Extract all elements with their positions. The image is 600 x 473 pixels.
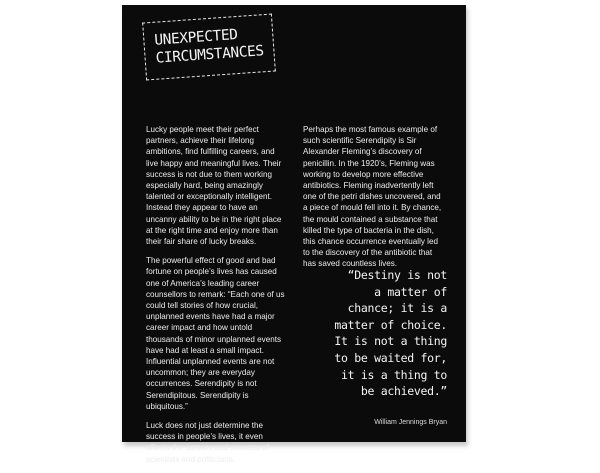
page-title — [154, 22, 296, 68]
title-line-1: UNEXPECTED — [153, 26, 239, 49]
quote-line: “Destiny is not — [347, 268, 447, 282]
quote-line: It is not a thing — [334, 334, 447, 349]
quote-line: matter of choice. — [334, 317, 447, 332]
left-paragraph-1: Lucky people meet their perfect partners, achieve their lifelong ambitions, find fulfilling careers, and live happy and meaningful lives. Their success is not due to them working especially hard, being amazingly talented or exceptionally intelligent. Instead they appear to have an uncanny ability to be in the right place at the right time and enjoy more than their fair share of lucky breaks. — [146, 125, 282, 247]
quote-line: chance; it is a — [347, 301, 447, 316]
left-column — [146, 124, 288, 473]
quote-line: be achieved.” — [360, 384, 447, 399]
quote-line: a matter of — [374, 284, 447, 299]
document-page — [122, 5, 466, 464]
quote-line: to be waited for, — [334, 350, 447, 365]
left-paragraph-3: Luck does not just determine the success in people’s lives, it even affects the careers and success of scientists and politicians. — [146, 421, 269, 464]
quote-line: it is a thing to — [341, 367, 447, 382]
right-paragraph-1: Perhaps the most famous example of such scientific Serendipity is Sir Alexander Fleming’s discovery of penicillin. In the 1920’s, Fleming was working to develop more effective antibiotics. Fleming inadvertently left one of the petri dishes uncovered, and a piece of mould fell into it. By chance, the mould contained a substance that killed the type of bacteria in the dish, this chance occurrence eventually led to the discovery of the antibiotic that has saved countless lives. — [303, 125, 442, 269]
left-paragraph-2: The powerful effect of good and bad fortune on people’s lives has caused one of America’s leading career counsellors to remark: “Each one of us could tell stories of how crucial, unplanned events have had a major career impact and how untold thousands of minor unplanned events have had at least a small impact. Influential unplanned events are not uncommon; they are everyday occurrences. Serendipity is not Serendipitous. Serendipity is ubiquitous.” — [146, 256, 285, 411]
title-line-2: CIRCUMSTANCES — [155, 43, 265, 67]
title-frame — [142, 14, 276, 81]
pull-quote — [297, 267, 447, 400]
right-column — [303, 124, 445, 278]
quote-attribution: William Jennings Bryan — [374, 419, 447, 426]
